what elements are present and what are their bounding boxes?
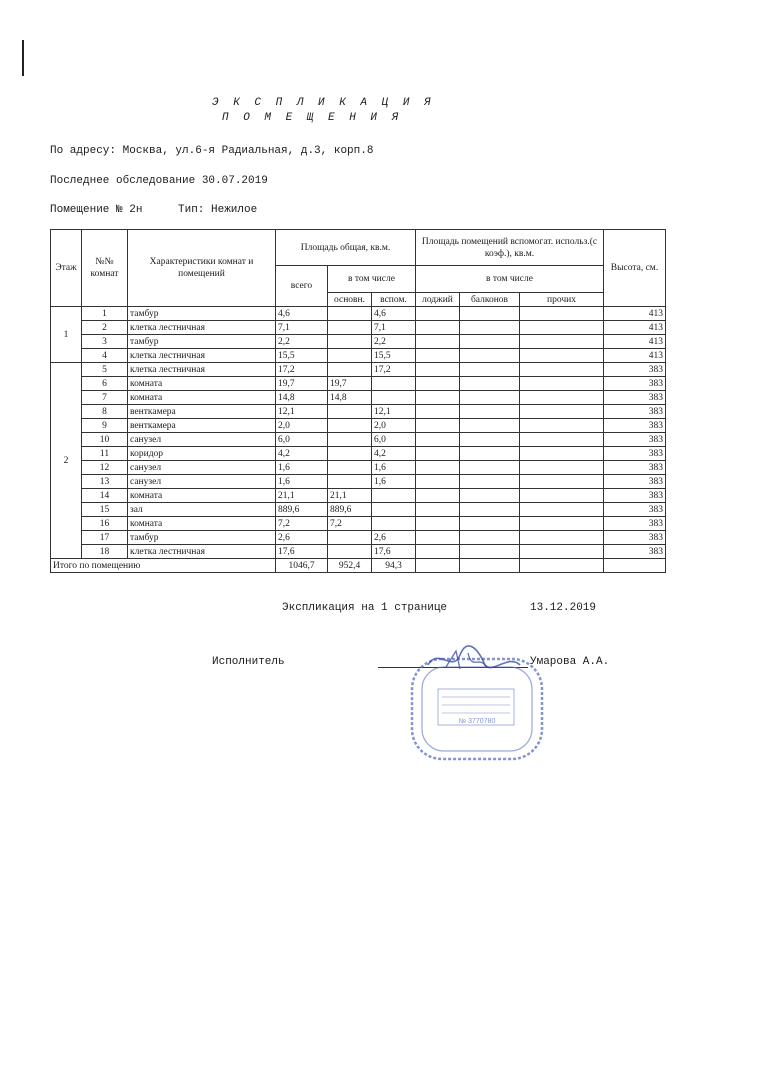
- loggias-cell: [416, 461, 460, 475]
- room-no-cell: 12: [82, 461, 128, 475]
- table-row: [51, 307, 666, 321]
- area-main-cell: 21,1: [328, 489, 372, 503]
- title-line-2: П О М Е Щ Е Н И Я: [222, 112, 403, 124]
- area-aux-cell: 4,6: [372, 307, 416, 321]
- stamp-number: № 3770780: [458, 718, 496, 725]
- header-other: прочих: [520, 293, 604, 307]
- table-row: [51, 419, 666, 433]
- area-aux-cell: 6,0: [372, 433, 416, 447]
- description-cell: коридор: [128, 447, 276, 461]
- height-cell: 413: [604, 349, 666, 363]
- totals-total: 1046,7: [276, 559, 328, 573]
- header-main: основн.: [328, 293, 372, 307]
- area-total-cell: 1,6: [276, 461, 328, 475]
- loggias-cell: [416, 307, 460, 321]
- header-description: Характеристики комнат и помещений: [128, 230, 276, 307]
- area-aux-cell: 2,2: [372, 335, 416, 349]
- area-aux-cell: [372, 489, 416, 503]
- description-cell: тамбур: [128, 531, 276, 545]
- room-no-cell: 6: [82, 377, 128, 391]
- area-main-cell: 14,8: [328, 391, 372, 405]
- room-no-cell: 3: [82, 335, 128, 349]
- totals-main: 952,4: [328, 559, 372, 573]
- header-room-no: №№ комнат: [82, 230, 128, 307]
- balconies-cell: [460, 545, 520, 559]
- balconies-cell: [460, 461, 520, 475]
- area-total-cell: 17,6: [276, 545, 328, 559]
- totals-label: Итого по помещению: [51, 559, 276, 573]
- area-total-cell: 17,2: [276, 363, 328, 377]
- height-cell: 383: [604, 475, 666, 489]
- room-no-cell: 13: [82, 475, 128, 489]
- other-cell: [520, 307, 604, 321]
- height-cell: 383: [604, 363, 666, 377]
- area-aux-cell: 1,6: [372, 461, 416, 475]
- area-main-cell: [328, 433, 372, 447]
- height-cell: 383: [604, 391, 666, 405]
- table-header: [51, 230, 666, 307]
- area-aux-cell: [372, 377, 416, 391]
- height-cell: 413: [604, 335, 666, 349]
- loggias-cell: [416, 489, 460, 503]
- area-total-cell: 889,6: [276, 503, 328, 517]
- other-cell: [520, 531, 604, 545]
- description-cell: тамбур: [128, 307, 276, 321]
- executor-label: Исполнитель: [212, 656, 285, 668]
- description-cell: санузел: [128, 461, 276, 475]
- other-cell: [520, 433, 604, 447]
- room-line: Помещение № 2н: [50, 204, 143, 216]
- description-cell: клетка лестничная: [128, 321, 276, 335]
- area-aux-cell: 17,6: [372, 545, 416, 559]
- room-no-cell: 7: [82, 391, 128, 405]
- totals-other: [520, 559, 604, 573]
- area-aux-cell: 15,5: [372, 349, 416, 363]
- totals-height: [604, 559, 666, 573]
- area-main-cell: [328, 475, 372, 489]
- table-row: [51, 391, 666, 405]
- room-no-cell: 9: [82, 419, 128, 433]
- other-cell: [520, 475, 604, 489]
- other-cell: [520, 545, 604, 559]
- area-main-cell: [328, 447, 372, 461]
- executor-name: Умарова А.А.: [530, 656, 610, 668]
- balconies-cell: [460, 363, 520, 377]
- table-row: [51, 335, 666, 349]
- loggias-cell: [416, 531, 460, 545]
- description-cell: комната: [128, 391, 276, 405]
- table-row: [51, 461, 666, 475]
- table-row: [51, 475, 666, 489]
- loggias-cell: [416, 405, 460, 419]
- pages-note: Экспликация на 1 странице: [282, 602, 448, 614]
- height-cell: 383: [604, 433, 666, 447]
- description-cell: санузел: [128, 475, 276, 489]
- area-aux-cell: 7,1: [372, 321, 416, 335]
- balconies-cell: [460, 489, 520, 503]
- header-height: Высота, см.: [604, 230, 666, 307]
- area-total-cell: 7,2: [276, 517, 328, 531]
- area-total-cell: 4,2: [276, 447, 328, 461]
- height-cell: 383: [604, 377, 666, 391]
- height-cell: 383: [604, 545, 666, 559]
- area-aux-cell: [372, 517, 416, 531]
- loggias-cell: [416, 321, 460, 335]
- room-no-cell: 18: [82, 545, 128, 559]
- room-no-cell: 2: [82, 321, 128, 335]
- loggias-cell: [416, 419, 460, 433]
- other-cell: [520, 517, 604, 531]
- other-cell: [520, 503, 604, 517]
- table-row: [51, 503, 666, 517]
- area-aux-cell: 4,2: [372, 447, 416, 461]
- loggias-cell: [416, 349, 460, 363]
- floor-cell: 1: [51, 307, 82, 363]
- table-row: [51, 517, 666, 531]
- loggias-cell: [416, 545, 460, 559]
- area-total-cell: 4,6: [276, 307, 328, 321]
- description-cell: тамбур: [128, 335, 276, 349]
- balconies-cell: [460, 349, 520, 363]
- balconies-cell: [460, 419, 520, 433]
- loggias-cell: [416, 517, 460, 531]
- area-aux-cell: 1,6: [372, 475, 416, 489]
- header-loggias: лоджий: [416, 293, 460, 307]
- area-aux-cell: 2,0: [372, 419, 416, 433]
- balconies-cell: [460, 433, 520, 447]
- room-no-cell: 4: [82, 349, 128, 363]
- table-row: [51, 349, 666, 363]
- area-aux-cell: 12,1: [372, 405, 416, 419]
- explication-table: [50, 229, 666, 573]
- height-cell: 413: [604, 321, 666, 335]
- room-no-cell: 14: [82, 489, 128, 503]
- other-cell: [520, 461, 604, 475]
- area-total-cell: 2,6: [276, 531, 328, 545]
- signature-scribble: [428, 646, 520, 668]
- balconies-cell: [460, 447, 520, 461]
- totals-loggias: [416, 559, 460, 573]
- loggias-cell: [416, 433, 460, 447]
- table-body: [51, 307, 666, 559]
- other-cell: [520, 363, 604, 377]
- area-total-cell: 2,0: [276, 419, 328, 433]
- title-line-1: Э К С П Л И К А Ц И Я: [212, 97, 435, 109]
- table-totals: [51, 559, 666, 573]
- area-total-cell: 1,6: [276, 475, 328, 489]
- other-cell: [520, 335, 604, 349]
- area-total-cell: 2,2: [276, 335, 328, 349]
- description-cell: комната: [128, 517, 276, 531]
- header-area-total: Площадь общая, кв.м.: [276, 230, 416, 266]
- area-aux-cell: [372, 503, 416, 517]
- table-row: [51, 405, 666, 419]
- description-cell: клетка лестничная: [128, 545, 276, 559]
- area-main-cell: [328, 461, 372, 475]
- area-main-cell: [328, 321, 372, 335]
- area-main-cell: [328, 405, 372, 419]
- other-cell: [520, 321, 604, 335]
- other-cell: [520, 349, 604, 363]
- height-cell: 383: [604, 405, 666, 419]
- description-cell: санузел: [128, 433, 276, 447]
- area-main-cell: [328, 307, 372, 321]
- height-cell: 383: [604, 489, 666, 503]
- header-total: всего: [276, 266, 328, 307]
- balconies-cell: [460, 503, 520, 517]
- area-main-cell: [328, 545, 372, 559]
- height-cell: 383: [604, 447, 666, 461]
- room-no-cell: 11: [82, 447, 128, 461]
- balconies-cell: [460, 307, 520, 321]
- loggias-cell: [416, 377, 460, 391]
- room-no-cell: 5: [82, 363, 128, 377]
- loggias-cell: [416, 503, 460, 517]
- description-cell: зал: [128, 503, 276, 517]
- room-no-cell: 8: [82, 405, 128, 419]
- area-total-cell: 14,8: [276, 391, 328, 405]
- area-total-cell: 7,1: [276, 321, 328, 335]
- balconies-cell: [460, 321, 520, 335]
- height-cell: 383: [604, 419, 666, 433]
- survey-line: Последнее обследование 30.07.2019: [50, 175, 268, 187]
- area-aux-cell: 2,6: [372, 531, 416, 545]
- table-row: [51, 377, 666, 391]
- description-cell: венткамера: [128, 419, 276, 433]
- area-main-cell: [328, 349, 372, 363]
- address-line: По адресу: Москва, ул.6-я Радиальная, д.3, корп.8: [50, 145, 374, 157]
- table-row: [51, 447, 666, 461]
- description-cell: комната: [128, 377, 276, 391]
- area-main-cell: 19,7: [328, 377, 372, 391]
- room-no-cell: 17: [82, 531, 128, 545]
- height-cell: 383: [604, 531, 666, 545]
- table-row: [51, 489, 666, 503]
- header-incl: в том числе: [328, 266, 416, 293]
- table-row: [51, 433, 666, 447]
- header-aux: вспом.: [372, 293, 416, 307]
- header-floor: Этаж: [51, 230, 82, 307]
- height-cell: 383: [604, 517, 666, 531]
- balconies-cell: [460, 531, 520, 545]
- other-cell: [520, 405, 604, 419]
- room-no-cell: 10: [82, 433, 128, 447]
- balconies-cell: [460, 405, 520, 419]
- other-cell: [520, 447, 604, 461]
- room-no-cell: 16: [82, 517, 128, 531]
- area-total-cell: 19,7: [276, 377, 328, 391]
- scan-edge-mark: [22, 40, 24, 76]
- height-cell: 413: [604, 307, 666, 321]
- description-cell: венткамера: [128, 405, 276, 419]
- header-balconies: балконов: [460, 293, 520, 307]
- balconies-cell: [460, 475, 520, 489]
- balconies-cell: [460, 391, 520, 405]
- area-main-cell: 889,6: [328, 503, 372, 517]
- balconies-cell: [460, 517, 520, 531]
- description-cell: клетка лестничная: [128, 349, 276, 363]
- height-cell: 383: [604, 461, 666, 475]
- other-cell: [520, 419, 604, 433]
- loggias-cell: [416, 391, 460, 405]
- room-no-cell: 1: [82, 307, 128, 321]
- loggias-cell: [416, 335, 460, 349]
- area-total-cell: 12,1: [276, 405, 328, 419]
- other-cell: [520, 391, 604, 405]
- table-row: [51, 321, 666, 335]
- loggias-cell: [416, 447, 460, 461]
- balconies-cell: [460, 377, 520, 391]
- type-line: Тип: Нежилое: [178, 204, 258, 216]
- totals-balconies: [460, 559, 520, 573]
- table-row: [51, 363, 666, 377]
- table-row: [51, 531, 666, 545]
- height-cell: 383: [604, 503, 666, 517]
- area-main-cell: [328, 531, 372, 545]
- header-area-aux: Площадь помещений вспомогат. использ.(с коэф.), кв.м.: [416, 230, 604, 266]
- description-cell: комната: [128, 489, 276, 503]
- area-total-cell: 21,1: [276, 489, 328, 503]
- area-aux-cell: 17,2: [372, 363, 416, 377]
- room-no-cell: 15: [82, 503, 128, 517]
- other-cell: [520, 377, 604, 391]
- description-cell: клетка лестничная: [128, 363, 276, 377]
- loggias-cell: [416, 475, 460, 489]
- totals-aux: 94,3: [372, 559, 416, 573]
- table-row: [51, 545, 666, 559]
- area-total-cell: 15,5: [276, 349, 328, 363]
- official-stamp: [398, 645, 556, 770]
- area-aux-cell: [372, 391, 416, 405]
- floor-cell: 2: [51, 363, 82, 559]
- area-main-cell: 7,2: [328, 517, 372, 531]
- issue-date: 13.12.2019: [530, 602, 597, 614]
- other-cell: [520, 489, 604, 503]
- area-main-cell: [328, 335, 372, 349]
- area-main-cell: [328, 419, 372, 433]
- balconies-cell: [460, 335, 520, 349]
- loggias-cell: [416, 363, 460, 377]
- area-main-cell: [328, 363, 372, 377]
- header-incl-aux: в том числе: [416, 266, 604, 293]
- area-total-cell: 6,0: [276, 433, 328, 447]
